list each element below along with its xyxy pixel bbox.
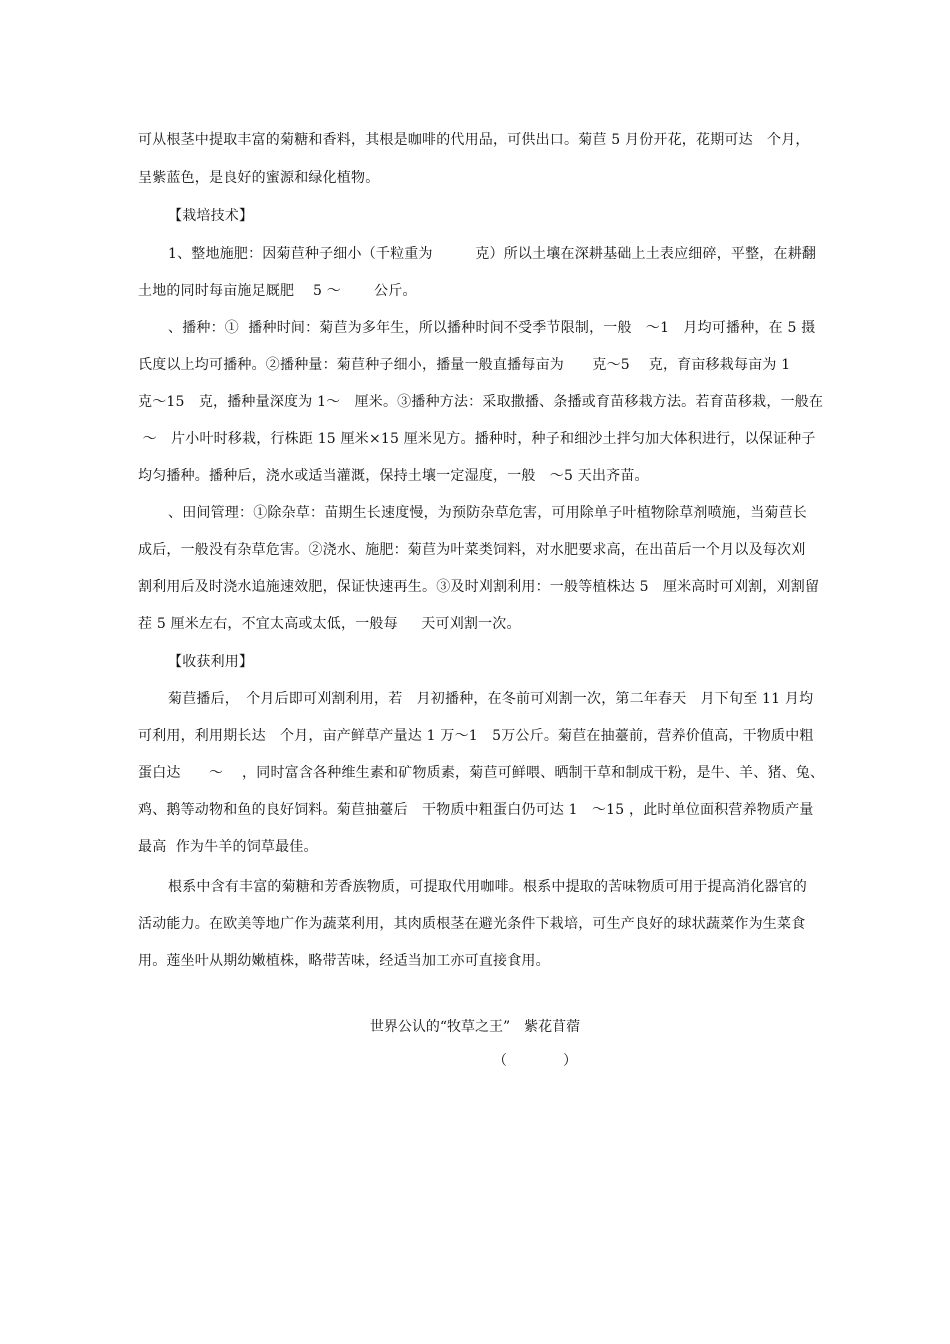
body-text-line: 、田间管理：①除杂草：苗期生长速度慢，为预防杂草危害，可用除单子叶植物除草剂喷施，当菊苣长 [168,505,807,521]
body-text-line: 成后，一般没有杂草危害。②浇水、施肥：菊苣为叶菜类饲料，对水肥要求高，在出苗后一个月以及每次刈 [138,542,806,558]
body-text-line: 最高 作为牛羊的饲草最佳。 [138,839,318,855]
section-title: 世界公认的“牧草之王” 紫花苜蓿 [369,1019,581,1035]
body-text-line: 蛋白达 ～ ，同时富含各种维生素和矿物质素，菊苣可鲜喂、晒制干草和制成干粉，是牛、羊、猪、兔、 [138,765,825,781]
body-text-line: 可从根茎中提取丰富的菊糖和香料，其根是咖啡的代用品，可供出口。菊苣 5 月份开花，花期可达 个月， [138,132,810,148]
body-text-line: 土地的同时每亩施足厩肥 5 ～ 公斤。 [138,283,417,299]
body-text-line: 可利用，利用期长达 个月，亩产鲜草产量达 1 万～1 5万公斤。菊苣在抽薹前，营养价值高，干物质中粗 [138,728,814,744]
body-text-line: 1、整地施肥：因菊苣种子细小（千粒重为 克）所以土壤在深耕基础上土表应细碎，平整，在耕翻 [168,246,817,262]
body-text-line: 割利用后及时浇水追施速效肥，保证快速再生。③及时刈割利用：一般等植株达 5 厘米高时可刈割，刈割留 [138,579,820,595]
section-heading-cultivation: 【栽培技术】 [168,208,254,224]
body-text-line: 呈紫蓝色，是良好的蜜源和绿化植物。 [138,170,380,186]
body-text-line: 克～15 克，播种量深度为 1～ 厘米。③播种方法：采取撒播、条播或育苗移栽方法。若育苗移栽，一般在 [138,394,824,410]
body-text-line: 用。莲坐叶从期幼嫩植株，略带苦味，经适当加工亦可直接食用。 [138,953,550,969]
section-heading-harvest: 【收获利用】 [168,654,254,670]
section-subtitle: （ ） [493,1053,577,1069]
body-text-line: 氏度以上均可播种。②播种量：菊苣种子细小，播量一般直播每亩为 克～5 克，育亩移栽每亩为 1 [138,357,791,373]
body-text-line: 茬 5 厘米左右，不宜太高或太低，一般每 天可刈割一次。 [138,616,521,632]
body-text-line: 活动能力。在欧美等地广作为蔬菜利用，其肉质根茎在避光条件下栽培，可生产良好的球状蔬菜作为生菜食 [138,916,806,932]
body-text-line: 菊苣播后， 个月后即可刈割利用，若 月初播种，在冬前可刈割一次，第二年春天 月下旬至 11 月均 [168,691,814,707]
body-text-line: 均匀播种。播种后，浇水或适当灌溉，保持土壤一定湿度，一般 ～5 天出齐苗。 [138,468,649,484]
body-text-line: ～ 片小叶时移栽，行株距 15 厘米×15 厘米见方。播种时，种子和细沙土拌匀加大体积进行，以保证种子 [138,431,816,447]
body-text-line: 、播种：① 播种时间：菊苣为多年生，所以播种时间不受季节限制，一般 ～1 月均可播种，在 5 摄 [168,320,816,336]
body-text-line: 鸡、鹅等动物和鱼的良好饲料。菊苣抽薹后 干物质中粗蛋白仍可达 1 ～15 ，此时单位面积营养物质产量 [138,802,814,818]
body-text-line: 根系中含有丰富的菊糖和芳香族物质，可提取代用咖啡。根系中提取的苦味物质可用于提高消化器官的 [168,879,807,895]
